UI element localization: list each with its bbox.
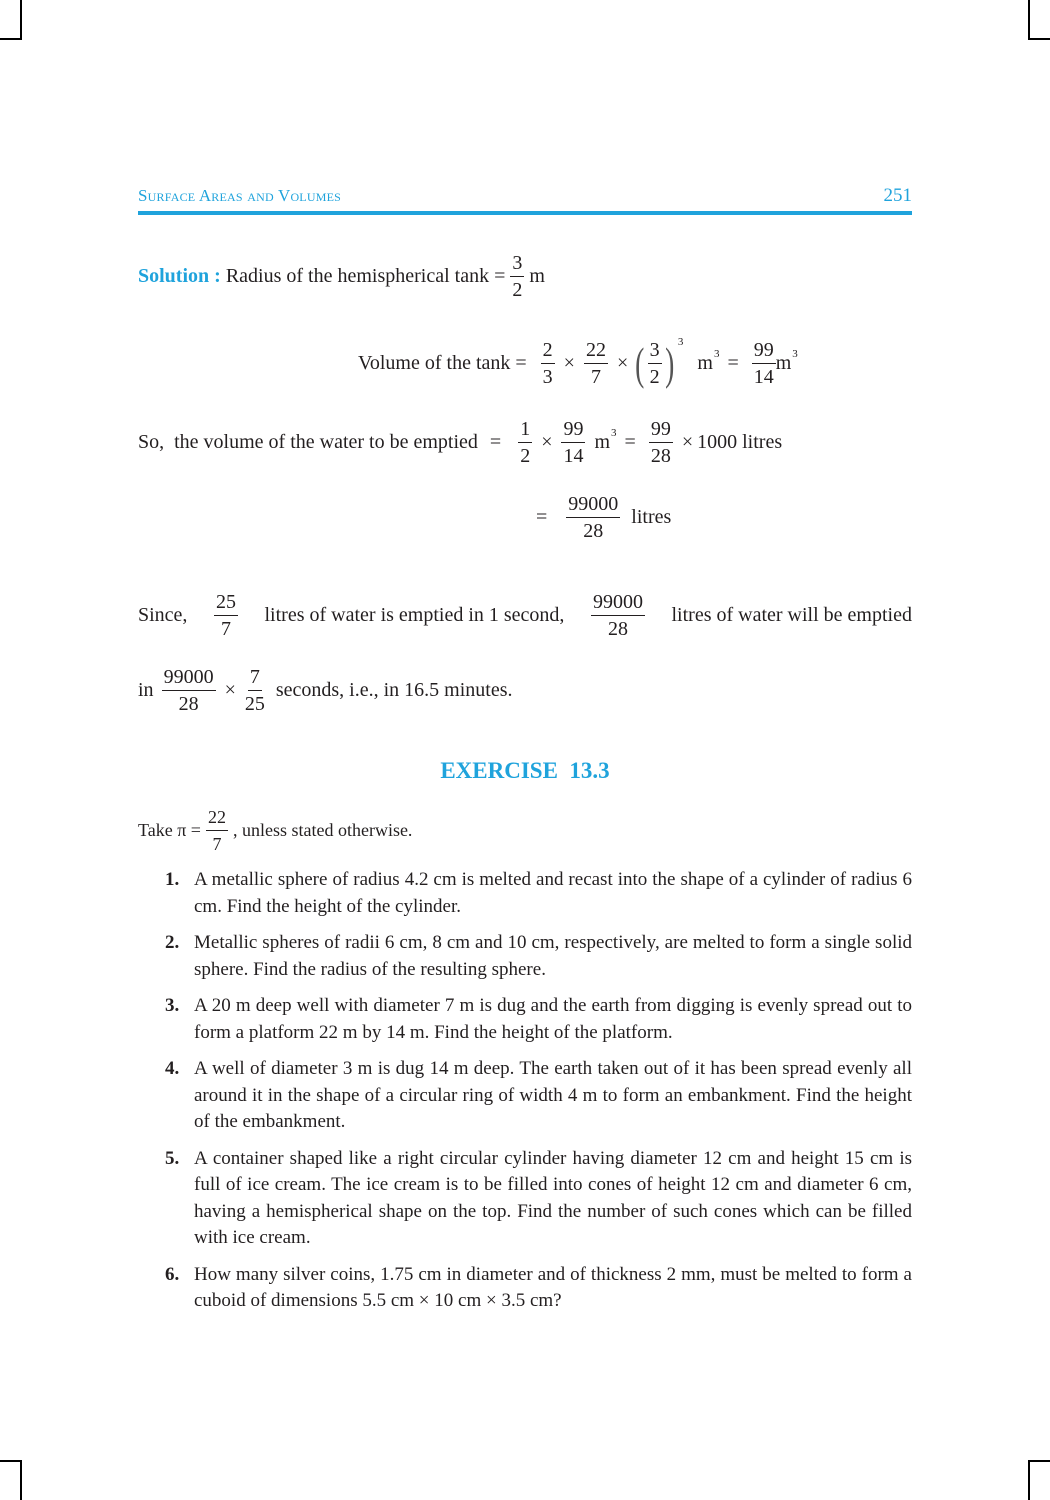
denominator: 2 — [649, 366, 660, 388]
exercise-title: EXERCISE 13.3 — [440, 758, 610, 783]
exercise-item — [165, 993, 912, 1046]
item-number: 4. — [165, 1058, 180, 1079]
numerator: 25 — [214, 589, 238, 616]
exercise-item — [165, 1262, 912, 1315]
numerator: 99000 — [162, 664, 216, 691]
denominator: 7 — [590, 366, 601, 388]
since-line — [138, 589, 912, 642]
denominator: 7 — [220, 618, 231, 640]
fraction — [752, 337, 776, 390]
crop-mark-bottom-left — [20, 1460, 22, 1500]
denominator: 25 — [244, 693, 265, 715]
denominator: 14 — [563, 445, 584, 467]
fraction — [584, 337, 608, 390]
fraction — [214, 589, 238, 642]
times-sign: × — [224, 679, 236, 701]
volume-text: Volume of the tank = — [358, 352, 527, 374]
denominator: 2 — [520, 445, 531, 467]
item-text: A well of diameter 3 m is dug 14 m deep. The earth taken out of it has been spread evenly all around it in the shape of a circular ring of width 4 m to form an embankment. Find the height of the embankment. — [194, 1058, 912, 1132]
fraction — [561, 416, 585, 469]
exercise-list — [165, 867, 912, 1325]
item-number: 6. — [165, 1263, 180, 1285]
radius-text: Radius of the hemispherical tank = — [225, 265, 506, 287]
water-text: So, the volume of the water to be emptied — [138, 431, 478, 453]
numerator: 99 — [561, 416, 585, 443]
item-text: A 20 m deep well with diameter 7 m is dug and the earth from digging is evenly spread out to form a platform 22 m by 14 m. Find the height of the platform. — [194, 995, 912, 1043]
equals-sign: = — [489, 431, 502, 453]
unit: m — [697, 352, 713, 374]
left-paren: ( — [635, 337, 645, 389]
crop-mark-top-left — [20, 0, 22, 40]
equals-sign: = — [624, 431, 636, 453]
numerator: 99000 — [566, 491, 620, 518]
running-header-title: Surface Areas and Volumes — [138, 186, 341, 205]
item-number: 3. — [165, 995, 180, 1016]
denominator: 28 — [178, 693, 199, 715]
crop-mark-top-left — [0, 38, 22, 40]
fraction — [649, 416, 673, 469]
item-number: 1. — [165, 869, 180, 890]
denominator: 14 — [753, 366, 774, 388]
denominator: 28 — [583, 520, 604, 542]
in-text: in — [138, 679, 154, 701]
fraction — [510, 250, 524, 303]
numerator: 22 — [206, 804, 228, 831]
exercise-item — [165, 867, 912, 920]
water-litres-line — [536, 491, 671, 544]
fraction — [591, 589, 645, 642]
denominator: 28 — [607, 618, 628, 640]
fraction — [245, 664, 265, 717]
fraction — [518, 416, 532, 469]
denominator: 7 — [212, 834, 222, 854]
volume-line — [358, 337, 798, 390]
item-text: Metallic spheres of radii 6 cm, 8 cm and 10 cm, respectively, are melted to form a single solid sphere. Find the radius of the resulting sphere. — [194, 932, 912, 980]
exercise-item — [165, 1056, 912, 1136]
times-sign: × — [563, 352, 575, 374]
fraction — [648, 337, 662, 390]
exponent: 3 — [713, 347, 720, 360]
item-number: 2. — [165, 932, 180, 953]
since-end: litres of water will be emptied — [671, 604, 912, 626]
fraction — [541, 337, 555, 390]
thousand: 1000 — [697, 431, 738, 453]
exponent: 3 — [611, 426, 617, 439]
denominator: 28 — [650, 445, 671, 467]
numerator: 22 — [584, 337, 608, 364]
header-rule — [138, 211, 912, 215]
right-paren: ) — [664, 337, 674, 389]
fraction — [162, 664, 216, 717]
crop-mark-bottom-right — [1028, 1460, 1030, 1500]
item-text: A container shaped like a right circular cylinder having diameter 12 cm and height 15 cm is full of ice cream. The ice cream is to be filled into cones of height 12 cm and diameter 6 cm, having a hemispherical shape on the top. Find the number of such cones which can be filled with ice cream. — [194, 1147, 912, 1248]
page-number: 251 — [883, 185, 912, 206]
time-line — [138, 664, 512, 717]
times-sign: × — [681, 431, 694, 453]
item-number: 5. — [165, 1147, 180, 1169]
unit-litres: litres — [631, 506, 672, 528]
numerator: 3 — [648, 337, 662, 364]
since-middle: litres of water is emptied in 1 second, — [264, 604, 565, 626]
item-text: A metallic sphere of radius 4.2 cm is melted and recast into the shape of a cylinder of radius 6 cm. Find the height of the cylinder. — [194, 869, 912, 917]
exercise-item — [165, 930, 912, 983]
take-pi-end: , unless stated otherwise. — [232, 820, 413, 840]
numerator: 99 — [649, 416, 673, 443]
equals-sign: = — [727, 352, 739, 374]
exercise-item — [165, 1146, 912, 1252]
take-pi-line — [138, 804, 412, 857]
unit-litres: litres — [742, 431, 783, 453]
unit: m — [594, 431, 611, 453]
times-sign: × — [616, 352, 629, 374]
numerator: 3 — [510, 250, 524, 277]
crop-mark-top-right — [1028, 38, 1050, 40]
numerator: 2 — [541, 337, 555, 364]
times-sign: × — [541, 431, 553, 453]
time-result: seconds, i.e., in 16.5 minutes. — [275, 679, 513, 701]
exponent: 3 — [677, 335, 684, 348]
take-pi-text: Take π = — [138, 820, 201, 840]
water-volume-line — [138, 416, 782, 469]
fraction — [206, 804, 228, 857]
solution-radius-line — [138, 250, 545, 303]
exponent: 3 — [792, 347, 798, 360]
crop-mark-top-right — [1028, 0, 1030, 40]
numerator: 99000 — [591, 589, 645, 616]
denominator: 3 — [542, 366, 553, 388]
numerator: 7 — [248, 664, 262, 691]
numerator: 1 — [518, 416, 532, 443]
item-text: How many silver coins, 1.75 cm in diameter and of thickness 2 mm, must be melted to form a cuboid of dimensions 5.5 cm × 10 cm × 3.5 cm? — [194, 1263, 912, 1311]
fraction — [566, 491, 620, 544]
denominator: 2 — [512, 279, 523, 301]
numerator: 99 — [752, 337, 776, 364]
crop-mark-bottom-left — [0, 1460, 22, 1462]
since-text: Since, — [138, 604, 188, 626]
solution-label: Solution : — [138, 265, 221, 287]
crop-mark-bottom-right — [1028, 1460, 1050, 1462]
unit: m — [529, 265, 545, 287]
unit: m — [775, 352, 792, 374]
equals-sign: = — [536, 506, 548, 528]
